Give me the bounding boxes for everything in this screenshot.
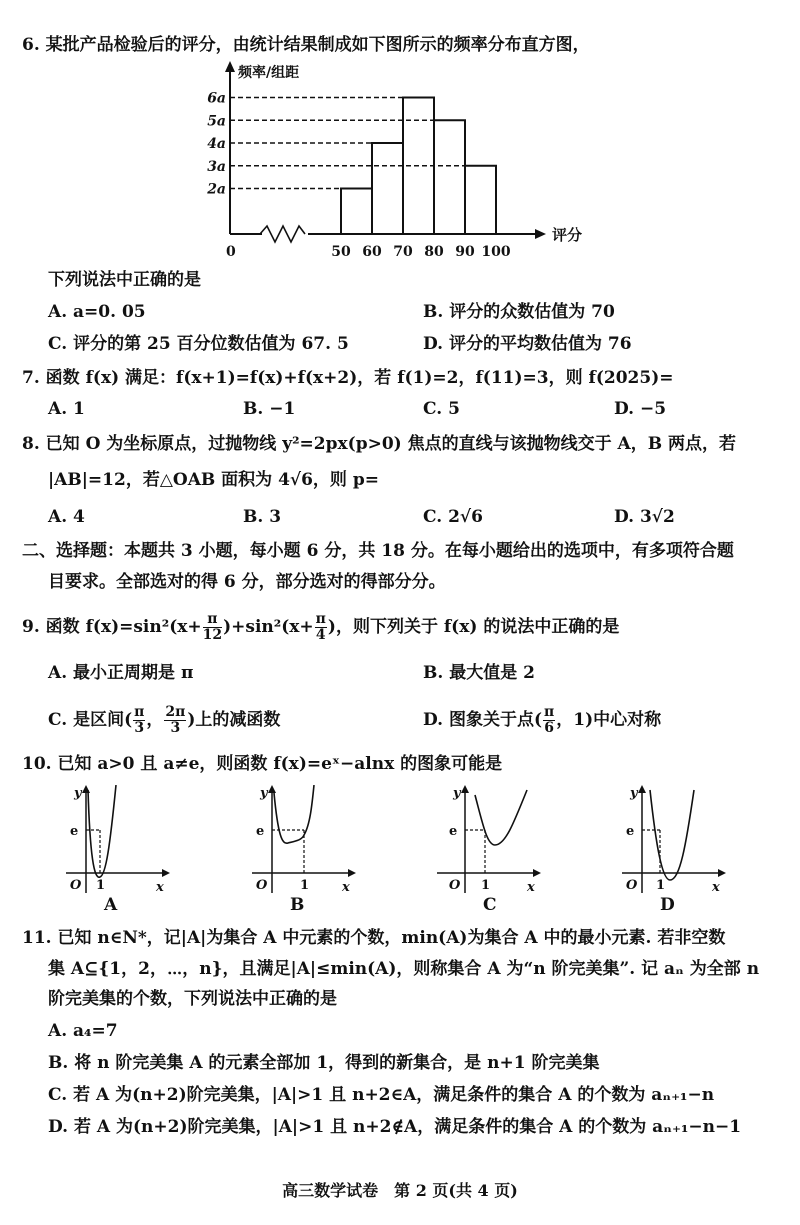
denominator: 12 (202, 627, 223, 643)
denominator: 3 (134, 720, 145, 736)
numerator: π (315, 611, 326, 627)
q7-option-c: C. 5 (423, 399, 460, 419)
function-curve (274, 785, 314, 843)
q9-stem-b: )+sin²(x+ (223, 617, 314, 637)
histogram-bar (341, 189, 372, 235)
x-tick-label: 1 (96, 878, 106, 893)
histogram-bar (465, 166, 496, 234)
x-axis-label: x (156, 880, 164, 895)
y-axis-arrow-icon (638, 785, 646, 793)
x-tick-label: 50 (331, 244, 351, 260)
function-curve (650, 790, 694, 880)
x-axis-arrow-icon (162, 869, 170, 877)
x-tick-label: 1 (481, 878, 491, 893)
y-axis-label: y (630, 786, 638, 801)
q9-option-a: A. 最小正周期是 π (48, 663, 194, 683)
x-tick-label: 80 (424, 244, 444, 260)
y-axis-arrow-icon (268, 785, 276, 793)
x-tick-label: 100 (481, 244, 511, 260)
separator: ， (146, 710, 164, 730)
q6-option-b: B. 评分的众数估值为 70 (423, 302, 615, 322)
fraction (164, 705, 186, 736)
q11-stem-line1: 11. 已知 n∈N*，记|A|为集合 A 中元素的个数，min(A)为集合 A 中的最小元素. 若非空数 (22, 928, 726, 948)
q9-stem (22, 612, 619, 643)
graph-label-b: B (290, 895, 305, 915)
fraction (543, 705, 555, 736)
graph-option-a (64, 785, 174, 895)
origin-label: O (626, 878, 638, 893)
graph-option-b (250, 785, 360, 895)
e-tick-label: e (70, 824, 79, 839)
q8-option-b: B. 3 (243, 507, 282, 527)
fraction (133, 705, 145, 736)
histogram-bar (434, 120, 465, 234)
x-tick-label: 1 (656, 878, 666, 893)
y-axis-label: 频率/组距 (238, 65, 300, 81)
origin-label: O (449, 878, 461, 893)
q11-stem-line3: 阶完美集的个数，下列说法中正确的是 (48, 989, 337, 1009)
q11-option-b: B. 将 n 阶完美集 A 的元素全部加 1，得到的新集合，是 n+1 阶完美集 (48, 1053, 600, 1073)
histogram-bar (372, 143, 403, 234)
numerator: π (203, 612, 222, 628)
denominator: 4 (315, 627, 326, 643)
x-tick-label: 60 (362, 244, 382, 260)
function-curve (475, 790, 527, 845)
origin-label: 0 (226, 244, 236, 260)
x-axis-label: x (527, 880, 535, 895)
y-axis-label: y (74, 786, 82, 801)
y-axis-label: y (260, 786, 268, 801)
origin-label: O (256, 878, 268, 893)
q6-option-d: D. 评分的平均数估值为 76 (423, 334, 632, 354)
function-curve (88, 785, 116, 877)
x-axis-label: 评分 (552, 226, 583, 244)
x-axis-arrow-icon (535, 229, 546, 239)
q9-option-c (48, 705, 280, 736)
q11-option-c: C. 若 A 为(n+2)阶完美集，|A|>1 且 n+2∈A，满足条件的集合 A 的个数为 aₙ₊₁−n (48, 1085, 715, 1105)
x-axis-arrow-icon (718, 869, 726, 877)
q7-option-d: D. −5 (614, 399, 667, 419)
numerator: π (544, 704, 555, 720)
q8-option-d: D. 3√2 (614, 507, 675, 527)
q9-stem-a: 9. 函数 f(x)=sin²(x+ (22, 617, 202, 637)
q9-option-b: B. 最大值是 2 (423, 663, 535, 683)
q6-option-a: A. a=0. 05 (48, 302, 146, 322)
graph-option-d (620, 785, 730, 895)
section2-heading-line1: 二、选择题：本题共 3 小题，每小题 6 分，共 18 分。在每小题给出的选项中，有多项符合题 (22, 541, 734, 561)
q11-stem-line2: 集 A⊆{1，2，⋯，n}，且满足|A|≤min(A)，则称集合 A 为“n 阶完美集”. 记 aₙ 为全部 n (48, 959, 760, 979)
x-axis-label: x (712, 880, 720, 895)
e-tick-label: e (626, 824, 635, 839)
q8-stem-line1: 8. 已知 O 为坐标原点，过抛物线 y²=2px(p>0) 焦点的直线与该抛物线交于 A，B 两点，若 (22, 434, 737, 454)
q9-d-text-b: ，1)中心对称 (556, 710, 662, 730)
x-tick-label: 70 (393, 244, 413, 260)
q10-stem: 10. 已知 a>0 且 a≠e，则函数 f(x)=eˣ−alnx 的图象可能是 (22, 754, 503, 774)
q8-stem-line2: |AB|=12，若△OAB 面积为 4√6，则 p= (48, 470, 379, 490)
y-axis-label: y (453, 786, 461, 801)
y-tick-label: 3a (207, 158, 226, 175)
origin-label: O (70, 878, 82, 893)
graph-label-a: A (104, 895, 118, 915)
numerator: 2π (165, 704, 186, 720)
q9-c-text-a: C. 是区间( (48, 710, 133, 730)
x-axis-arrow-icon (533, 869, 541, 877)
x-axis-label: x (342, 880, 350, 895)
e-tick-label: e (256, 824, 265, 839)
y-tick-label: 4a (207, 136, 226, 152)
q7-option-b: B. −1 (243, 399, 296, 419)
frequency-histogram (190, 60, 620, 270)
y-tick-label: 2a (207, 181, 226, 198)
numerator: π (134, 704, 145, 720)
q9-d-text-a: D. 图象关于点( (423, 710, 543, 730)
q11-option-d: D. 若 A 为(n+2)阶完美集，|A|>1 且 n+2∉A，满足条件的集合 A 的个数为 aₙ₊₁−n−1 (48, 1117, 742, 1137)
section2-heading-line2: 目要求。全部选对的得 6 分，部分选对的得部分分。 (48, 572, 446, 592)
denominator: 3 (170, 720, 181, 736)
y-axis-arrow-icon (225, 61, 235, 72)
q8-option-c: C. 2√6 (423, 507, 483, 527)
y-tick-label: 5a (207, 113, 226, 130)
denominator: 6 (544, 720, 555, 736)
y-tick-label: 6a (207, 90, 226, 107)
q9-c-text-b: )上的减函数 (187, 710, 281, 730)
graph-label-d: D (660, 895, 675, 915)
y-axis-arrow-icon (461, 785, 469, 793)
q9-stem-c: )，则下列关于 f(x) 的说法中正确的是 (327, 617, 620, 637)
q6-prompt: 下列说法中正确的是 (48, 270, 201, 290)
page-footer: 高三数学试卷 第 2 页(共 4 页) (282, 1181, 518, 1200)
x-tick-label: 90 (455, 244, 475, 260)
q6-option-c: C. 评分的第 25 百分位数估值为 67. 5 (48, 334, 349, 354)
q6-stem: 6. 某批产品检验后的评分，由统计结果制成如下图所示的频率分布直方图， (22, 35, 590, 55)
graph-option-c (435, 785, 545, 895)
q7-option-a: A. 1 (48, 399, 85, 419)
graph-label-c: C (483, 895, 497, 915)
fraction (203, 612, 222, 643)
q8-option-a: A. 4 (48, 507, 85, 527)
fraction (315, 612, 327, 643)
x-tick-label: 1 (300, 878, 310, 893)
q9-option-d (423, 705, 661, 736)
q7-stem: 7. 函数 f(x) 满足：f(x+1)=f(x)+f(x+2)，若 f(1)=2，f(11)=3，则 f(2025)= (22, 368, 674, 388)
e-tick-label: e (449, 824, 458, 839)
x-axis-arrow-icon (348, 869, 356, 877)
q11-option-a: A. a₄=7 (48, 1021, 118, 1041)
